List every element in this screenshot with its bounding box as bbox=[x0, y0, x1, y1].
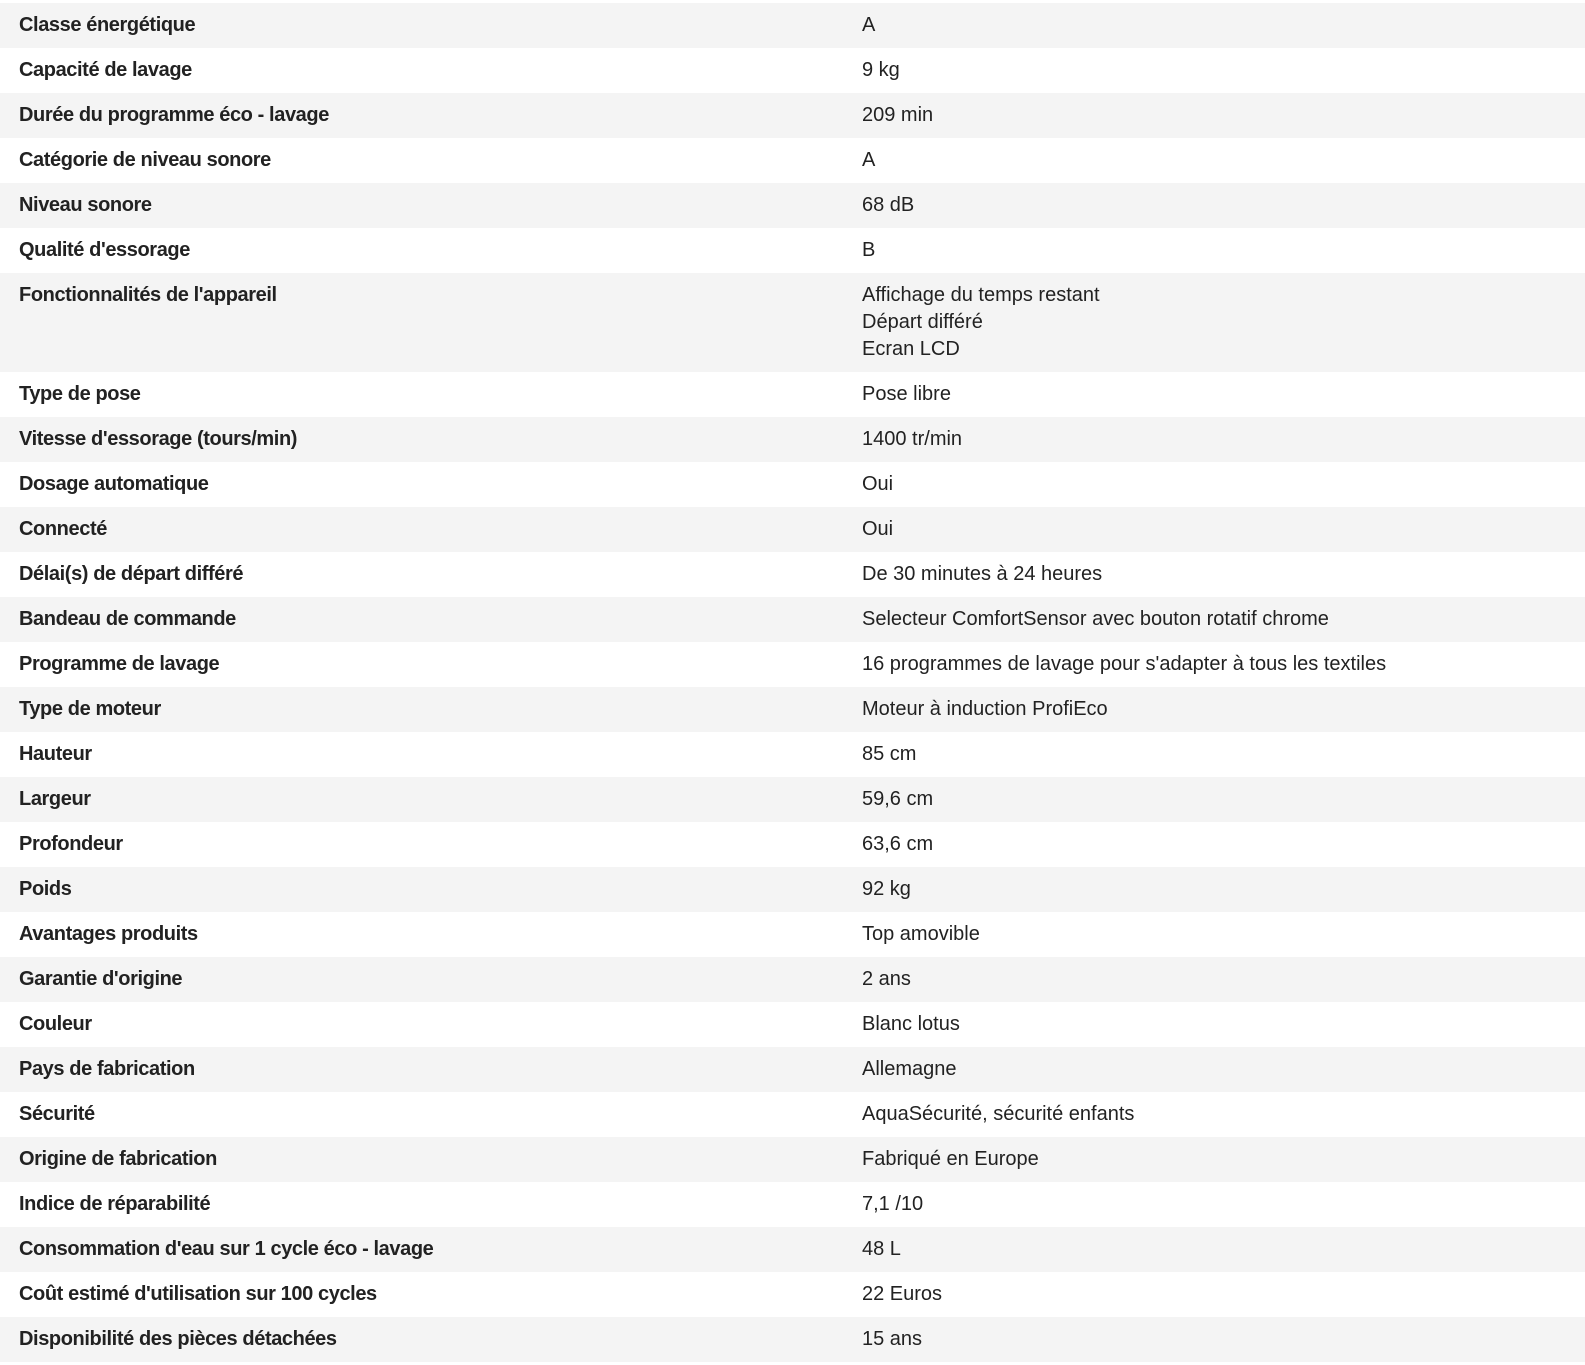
spec-value bbox=[843, 1137, 1585, 1182]
spec-table-body bbox=[0, 3, 1585, 1362]
spec-label: Capacité de lavage bbox=[19, 59, 192, 81]
spec-label: Origine de fabrication bbox=[19, 1148, 217, 1170]
spec-value bbox=[843, 462, 1585, 507]
spec-row bbox=[0, 867, 1585, 912]
spec-value bbox=[843, 1092, 1585, 1137]
spec-value bbox=[843, 822, 1585, 867]
spec-value-line: 2 ans bbox=[862, 968, 911, 990]
spec-value-line: Allemagne bbox=[862, 1058, 957, 1080]
spec-label: Bandeau de commande bbox=[19, 608, 236, 630]
spec-row bbox=[0, 777, 1585, 822]
spec-row bbox=[0, 687, 1585, 732]
spec-value bbox=[843, 552, 1585, 597]
spec-value bbox=[843, 372, 1585, 417]
spec-label: Durée du programme éco - lavage bbox=[19, 104, 329, 126]
spec-value bbox=[843, 48, 1585, 93]
spec-label: Dosage automatique bbox=[19, 473, 209, 495]
spec-row bbox=[0, 507, 1585, 552]
spec-value-line: 15 ans bbox=[862, 1328, 923, 1350]
spec-value bbox=[843, 507, 1585, 552]
spec-row bbox=[0, 462, 1585, 507]
spec-row bbox=[0, 372, 1585, 417]
spec-value-line: 59,6 cm bbox=[862, 788, 934, 810]
spec-row bbox=[0, 957, 1585, 1002]
spec-value bbox=[843, 777, 1585, 822]
spec-label: Programme de lavage bbox=[19, 653, 220, 675]
spec-row bbox=[0, 732, 1585, 777]
spec-row bbox=[0, 552, 1585, 597]
spec-row bbox=[0, 1092, 1585, 1137]
spec-value bbox=[843, 1002, 1585, 1047]
spec-value-line: De 30 minutes à 24 heures bbox=[862, 563, 1103, 585]
spec-value bbox=[843, 912, 1585, 957]
spec-value bbox=[843, 138, 1585, 183]
spec-value-line: Moteur à induction ProfiEco bbox=[862, 698, 1108, 720]
spec-label: Qualité d'essorage bbox=[19, 239, 190, 261]
spec-row bbox=[0, 1002, 1585, 1047]
spec-row bbox=[0, 3, 1585, 48]
spec-value-line: 48 L bbox=[862, 1238, 901, 1260]
spec-value bbox=[843, 1227, 1585, 1272]
spec-value-line: 16 programmes de lavage pour s'adapter à tous les textiles bbox=[862, 653, 1387, 675]
spec-row bbox=[0, 1182, 1585, 1227]
spec-label: Largeur bbox=[19, 788, 91, 810]
spec-value-line: B bbox=[862, 239, 876, 261]
spec-value-line: Selecteur ComfortSensor avec bouton rotatif chrome bbox=[862, 608, 1329, 630]
spec-value-line: Oui bbox=[862, 518, 894, 540]
spec-label: Avantages produits bbox=[19, 923, 198, 945]
spec-value bbox=[843, 93, 1585, 138]
spec-label: Disponibilité des pièces détachées bbox=[19, 1328, 337, 1350]
spec-row bbox=[0, 822, 1585, 867]
spec-row bbox=[0, 912, 1585, 957]
spec-row bbox=[0, 642, 1585, 687]
spec-row bbox=[0, 597, 1585, 642]
spec-value-line: A bbox=[862, 149, 876, 171]
spec-value-line: 22 Euros bbox=[862, 1283, 943, 1305]
spec-value bbox=[843, 417, 1585, 462]
spec-row bbox=[0, 1047, 1585, 1092]
spec-row bbox=[0, 1137, 1585, 1182]
spec-label: Coût estimé d'utilisation sur 100 cycles bbox=[19, 1283, 377, 1305]
spec-label: Garantie d'origine bbox=[19, 968, 183, 990]
spec-label: Profondeur bbox=[19, 833, 123, 855]
spec-value bbox=[843, 273, 1585, 372]
spec-table bbox=[0, 3, 1585, 1362]
spec-value-line: AquaSécurité, sécurité enfants bbox=[862, 1103, 1135, 1125]
spec-value-line: 209 min bbox=[862, 104, 934, 126]
spec-value bbox=[843, 1272, 1585, 1317]
spec-label: Pays de fabrication bbox=[19, 1058, 195, 1080]
spec-value-line: Pose libre bbox=[862, 383, 951, 405]
spec-label: Consommation d'eau sur 1 cycle éco - lavage bbox=[19, 1238, 434, 1260]
spec-row bbox=[0, 273, 1585, 372]
spec-row bbox=[0, 228, 1585, 273]
spec-label: Vitesse d'essorage (tours/min) bbox=[19, 428, 298, 450]
spec-value-line: 63,6 cm bbox=[862, 833, 934, 855]
spec-label: Délai(s) de départ différé bbox=[19, 563, 244, 585]
spec-value-line: Oui bbox=[862, 473, 894, 495]
spec-row bbox=[0, 1317, 1585, 1362]
spec-row bbox=[0, 93, 1585, 138]
spec-value-line: A bbox=[862, 14, 876, 36]
spec-label: Niveau sonore bbox=[19, 194, 152, 216]
spec-label: Type de pose bbox=[19, 383, 141, 405]
spec-label: Type de moteur bbox=[19, 698, 161, 720]
spec-row bbox=[0, 1272, 1585, 1317]
spec-value bbox=[843, 1047, 1585, 1092]
spec-value-line: Fabriqué en Europe bbox=[862, 1148, 1039, 1170]
spec-label: Catégorie de niveau sonore bbox=[19, 149, 271, 171]
spec-value-line: 68 dB bbox=[862, 194, 915, 216]
spec-value bbox=[843, 642, 1585, 687]
spec-value-line: 1400 tr/min bbox=[862, 428, 963, 450]
spec-value bbox=[843, 597, 1585, 642]
spec-row bbox=[0, 417, 1585, 462]
spec-row bbox=[0, 138, 1585, 183]
spec-value bbox=[843, 3, 1585, 48]
spec-label: Poids bbox=[19, 878, 72, 900]
spec-value-line: Ecran LCD bbox=[862, 338, 960, 360]
spec-label: Classe énergétique bbox=[19, 14, 196, 36]
spec-row bbox=[0, 48, 1585, 93]
spec-value-line: Top amovible bbox=[862, 923, 980, 945]
spec-label: Sécurité bbox=[19, 1103, 95, 1125]
spec-label: Indice de réparabilité bbox=[19, 1193, 211, 1215]
spec-value-line: 85 cm bbox=[862, 743, 917, 765]
spec-value bbox=[843, 1317, 1585, 1362]
spec-label: Fonctionnalités de l'appareil bbox=[19, 284, 277, 306]
spec-value-line: Affichage du temps restant bbox=[862, 284, 1100, 306]
spec-value bbox=[843, 687, 1585, 732]
spec-label: Connecté bbox=[19, 518, 107, 540]
spec-value bbox=[843, 957, 1585, 1002]
spec-value bbox=[843, 867, 1585, 912]
spec-label: Hauteur bbox=[19, 743, 92, 765]
spec-value-line: 92 kg bbox=[862, 878, 911, 900]
spec-value bbox=[843, 732, 1585, 777]
spec-row bbox=[0, 1227, 1585, 1272]
spec-value-line: Blanc lotus bbox=[862, 1013, 960, 1035]
spec-value-line: 9 kg bbox=[862, 59, 900, 81]
spec-value bbox=[843, 183, 1585, 228]
spec-value-line: Départ différé bbox=[862, 311, 983, 333]
spec-value bbox=[843, 1182, 1585, 1227]
spec-row bbox=[0, 183, 1585, 228]
spec-value bbox=[843, 228, 1585, 273]
spec-value-line: 7,1 /10 bbox=[862, 1193, 924, 1215]
spec-label: Couleur bbox=[19, 1013, 92, 1035]
